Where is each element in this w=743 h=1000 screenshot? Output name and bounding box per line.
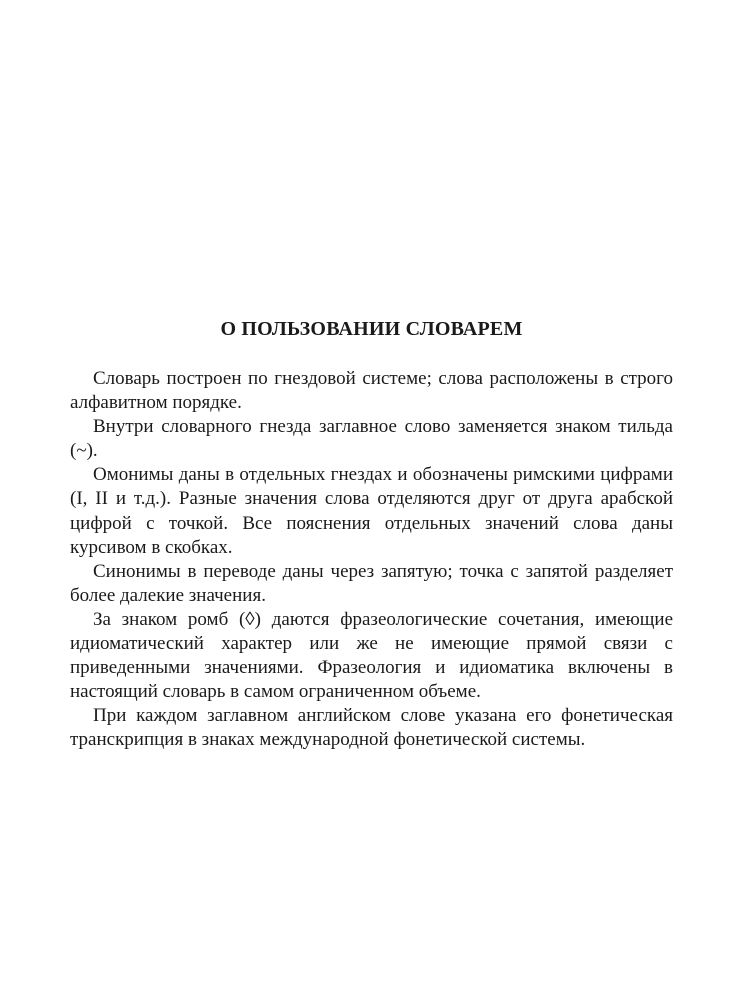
paragraph-transcription: При каждом заглавном английском слове указана его фонетическая транскрипция в знаках международной фонетической системы. [70, 705, 673, 751]
paragraph-tilde: Внутри словарного гнезда заглавное слово заменяется знаком тильда (~). [70, 416, 673, 462]
paragraph-homonyms: Омонимы даны в отдельных гнездах и обозначены римскими цифрами (I, II и т.д.). Разные значения слова отделяются друг от друга арабской цифрой с точкой. Все пояснения отдельных значений слова даны курсивом в скобках. [70, 464, 673, 558]
body-text [70, 367, 673, 753]
page-title: О ПОЛЬЗОВАНИИ СЛОВАРЕМ [220, 318, 523, 340]
paragraph-phraseology: За знаком ромб (◊) даются фразеологические сочетания, имеющие идиоматический характер или же не имеющие прямой связи с приведенными значениями. Фразеология и идиоматика включены в настоящий словарь в самом ограниченном объеме. [70, 608, 673, 703]
paragraph-synonyms: Синонимы в переводе даны через запятую; точка с запятой разделяет более далекие значения. [70, 560, 673, 606]
paragraph-structure: Словарь построен по гнездовой системе; слова расположены в строго алфавитном порядке. [70, 368, 673, 414]
